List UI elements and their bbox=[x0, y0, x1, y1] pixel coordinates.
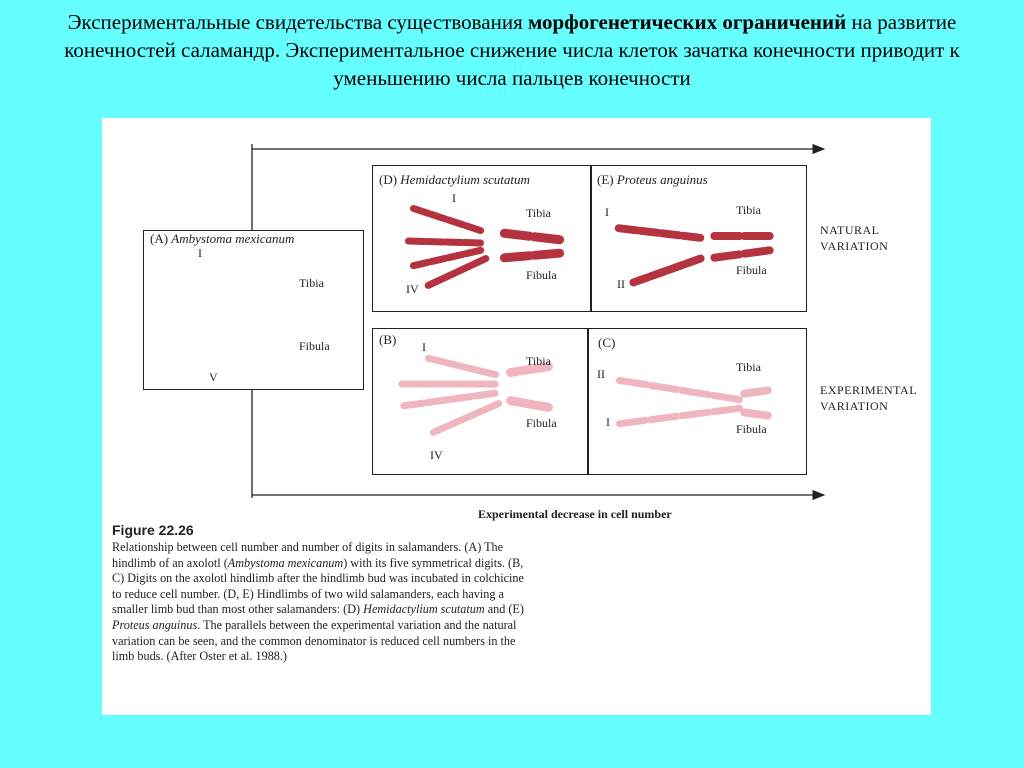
panel-d-digit-last: IV bbox=[406, 282, 419, 296]
title-text-1: Экспериментальные свидетельства существования bbox=[67, 10, 529, 34]
panel-c-label: (C) bbox=[598, 335, 616, 350]
natural-variation-label: NATURAL VARIATION bbox=[820, 223, 889, 253]
panel-b-fibula: Fibula bbox=[526, 416, 557, 430]
panel-a bbox=[143, 230, 364, 390]
slide-title bbox=[60, 8, 964, 118]
panel-a-tibia: Tibia bbox=[299, 276, 324, 290]
panel-b-label: (B) bbox=[379, 332, 397, 347]
panel-a-label: (A) Ambystoma mexicanum bbox=[150, 231, 295, 246]
experimental-variation-label: EXPERIMENTAL VARIATION bbox=[820, 383, 918, 413]
panel-e-digit-last: II bbox=[617, 277, 625, 291]
caption-text: Relationship between cell number and number of digits in salamanders. (A) The hindlimb of an axolotl (Ambystoma mexicanum) with its five symmetrical digits. (B, C) Digits on the axolotl hindlimb after the hindlimb bud was incubated in colchicine to reduce cell number. (D, E) Hindlimbs of two wild salamanders, each having a smaller limb bud than most other salamanders: (D) Hemidactylium scutatum and (E) Proteus anguinus. The parallels between the experimental variation and the natural variation can be seen, and the common denominator is reduced cell numbers in the limb buds. (After Oster et al. 1988.) bbox=[112, 540, 524, 664]
panel-a-digit-last: V bbox=[209, 370, 218, 384]
panel-e-species: Proteus anguinus bbox=[616, 172, 708, 187]
panel-d-species: Hemidactylium scutatum bbox=[400, 172, 530, 187]
panel-d-label: (D) Hemidactylium scutatum bbox=[379, 172, 530, 187]
panel-c-tibia: Tibia bbox=[736, 360, 761, 374]
panel-c-fibula: Fibula bbox=[736, 422, 767, 436]
figure-image bbox=[102, 118, 931, 715]
title-bold-term: морфогенетических ограничений bbox=[528, 10, 847, 34]
panel-e-fibula: Fibula bbox=[736, 263, 767, 277]
x-axis-label: Experimental decrease in cell number bbox=[478, 507, 672, 521]
panel-a-digit-first: I bbox=[198, 246, 202, 260]
panel-c bbox=[587, 328, 807, 475]
panel-d-digit-first: I bbox=[452, 191, 456, 205]
panel-d-fibula: Fibula bbox=[526, 268, 557, 282]
panel-b bbox=[372, 328, 589, 475]
panel-e-tibia: Tibia bbox=[736, 203, 761, 217]
panel-e-label: (E) Proteus anguinus bbox=[597, 172, 708, 187]
caption-title: Figure 22.26 bbox=[112, 522, 194, 538]
panel-e-digit-first: I bbox=[605, 205, 609, 219]
panel-a-species: Ambystoma mexicanum bbox=[171, 231, 295, 246]
panel-c-digit-last: I bbox=[606, 415, 610, 429]
panel-b-tibia: Tibia bbox=[526, 354, 551, 368]
panel-a-fibula: Fibula bbox=[299, 339, 330, 353]
panel-d-tibia: Tibia bbox=[526, 206, 551, 220]
panel-b-digit-last: IV bbox=[430, 448, 443, 462]
panel-b-digit-first: I bbox=[422, 340, 426, 354]
panel-c-digit-first: II bbox=[597, 367, 605, 381]
title-text-2: на развитие конечностей саламандр. Экспериментальное снижение числа клеток зачатка конечности приводит к уменьшению числа пальцев конечности bbox=[64, 10, 960, 90]
